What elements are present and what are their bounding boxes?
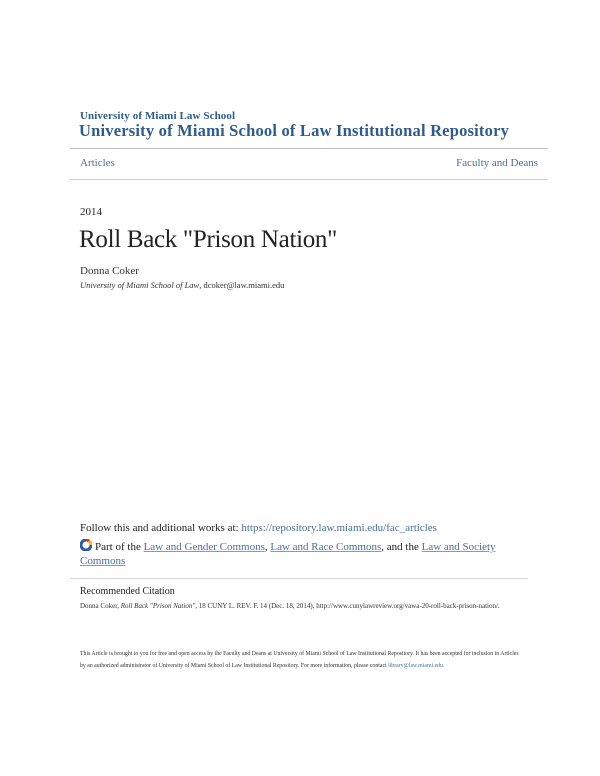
bepress-commons-icon [80, 539, 92, 551]
repository-name: University of Miami School of Law Institutional Repository [79, 121, 510, 140]
citation-title: Roll Back "Prison Nation" [120, 602, 196, 610]
notice-end: . [442, 662, 445, 669]
law-and-gender-commons-link[interactable]: Law and Gender Commons [143, 541, 265, 553]
follow-label: Follow this and additional works at: [80, 522, 242, 534]
institution-name: University of Miami Law School [80, 110, 236, 122]
citation-divider [70, 578, 528, 579]
citation-author: Donna Coker, [80, 602, 121, 610]
separator: , and the [381, 541, 422, 553]
follow-line [80, 522, 437, 534]
nav-divider [70, 179, 548, 180]
author-affiliation [80, 280, 284, 290]
collection-url-link[interactable]: https://repository.law.miami.edu/fac_articles [241, 522, 437, 534]
affiliation-name: University of Miami School of Law [80, 280, 200, 290]
author-name: Donna Coker [80, 265, 139, 277]
part-of-commons [80, 539, 520, 568]
publication-year: 2014 [80, 206, 102, 218]
separator: , [264, 541, 271, 553]
part-of-prefix: Part of the [95, 541, 144, 553]
law-and-society-commons-link[interactable]: Law and Society Commons [80, 541, 496, 567]
author-email: dcoker@law.miami.edu [203, 280, 285, 290]
header-divider [70, 148, 548, 149]
articles-link[interactable]: Articles [80, 157, 115, 169]
citation-heading: Recommended Citation [80, 586, 175, 597]
notice-text: This Article is brought to you for free and open access by the Faculty and Deans at University of Miami School of Law Institutional Repository. It has been accepted for inclusion in Articles by an authorized administrator of University of Miami School of Law Institutional Repository. For more information, please contact [80, 651, 519, 669]
contact-email-link[interactable]: library@law.miami.edu [388, 662, 443, 669]
citation-details: , 18 CUNY L. REV. F. 14 (Dec. 18, 2014), http://www.cunylawreview.org/vawa-20-roll-back-prison-nation/. [195, 602, 500, 610]
access-notice [80, 649, 520, 672]
article-title: Roll Back "Prison Nation" [79, 226, 338, 253]
law-and-race-commons-link[interactable]: Law and Race Commons [270, 541, 382, 553]
affiliation-separator: , [199, 280, 204, 290]
faculty-and-deans-link[interactable]: Faculty and Deans [456, 157, 538, 169]
citation-text [80, 601, 530, 612]
